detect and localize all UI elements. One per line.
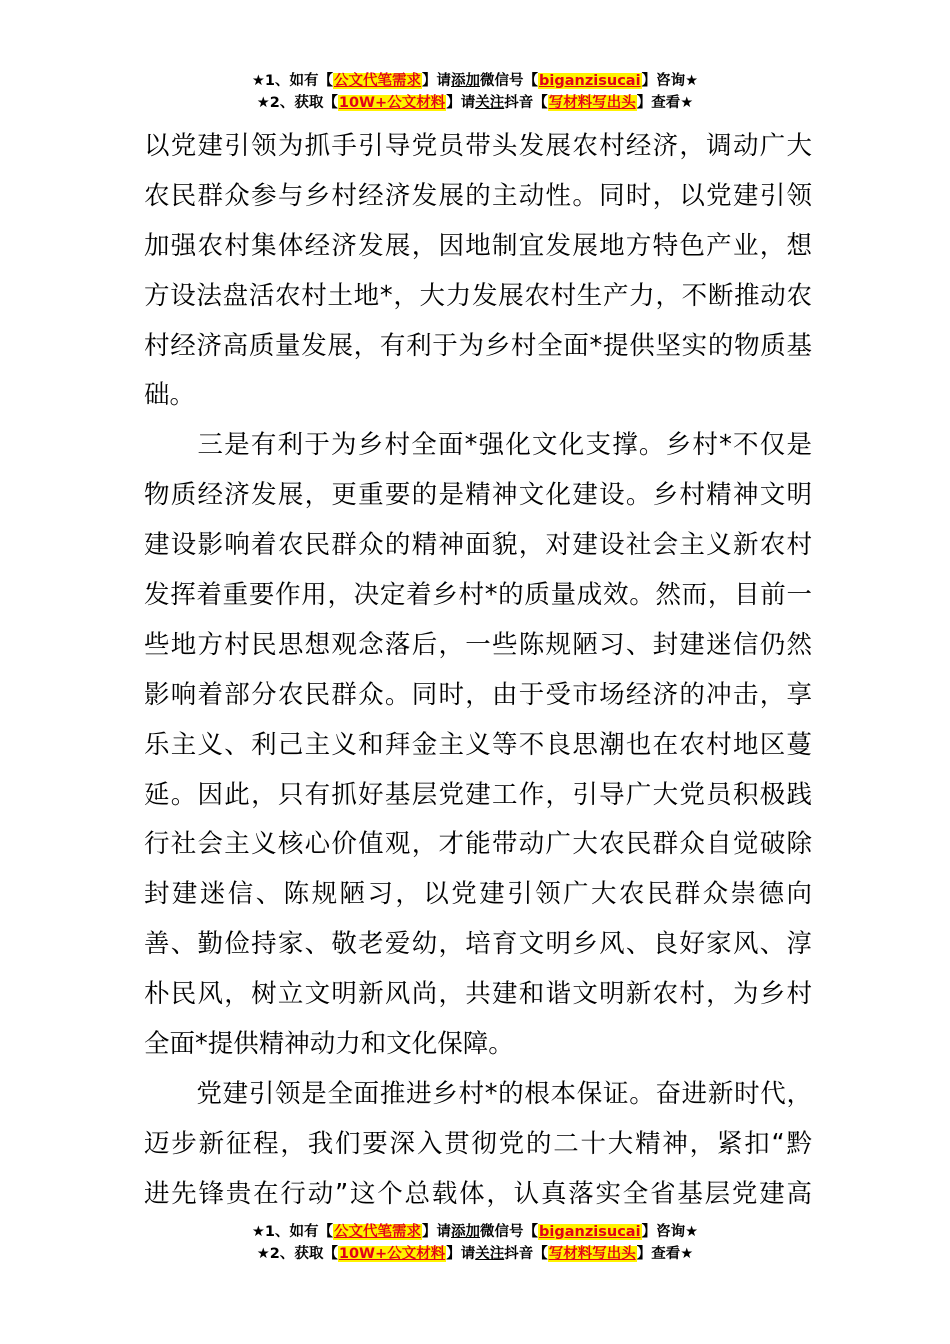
- promo-text: 】查看★: [636, 95, 694, 111]
- promo-wechat-id: biganzisucai: [539, 73, 641, 89]
- body-line: 朴民风，树立文明新风尚，共建和谐文明新农村，为乡村: [144, 979, 812, 1010]
- body-line: 村经济高质量发展，有利于为乡村全面*提供坚实的物质基: [144, 330, 812, 361]
- body-line: 加强农村集体经济发展，因地制宜发展地方特色产业，想: [144, 230, 812, 261]
- promo-highlight: 公文代笔需求: [334, 73, 422, 89]
- promo-text: 】请: [446, 95, 476, 111]
- promo-text: ★2、获取【: [256, 1246, 338, 1262]
- body-line: 础。: [144, 380, 196, 411]
- body-line: 方设法盘活农村土地*，大力发展农村生产力，不断推动农: [144, 280, 812, 311]
- promo-highlight: 10W+公文材料: [338, 1246, 446, 1262]
- body-line: 发挥着重要作用，决定着乡村*的质量成效。然而，目前一: [144, 580, 812, 611]
- promo-underlined: 关注: [475, 95, 505, 111]
- promo-text: 】请: [446, 1246, 476, 1262]
- promo-text: 抖音【: [504, 1246, 548, 1262]
- top-promo-banner: [0, 70, 950, 114]
- body-line: 党建引领是全面推进乡村*的根本保证。奋进新时代，: [144, 1078, 812, 1109]
- body-line: 乐主义、利己主义和拜金主义等不良思潮也在农村地区蔓: [144, 729, 812, 760]
- promo-text: 抖音【: [504, 95, 548, 111]
- promo-text: 】咨询★: [641, 1224, 699, 1240]
- promo-wechat-id: biganzisucai: [539, 1224, 641, 1240]
- body-line: 延。因此，只有抓好基层党建工作，引导广大党员积极践: [144, 779, 812, 810]
- promo-text: 微信号【: [480, 1224, 539, 1240]
- body-line: 建设影响着农民群众的精神面貌，对建设社会主义新农村: [144, 530, 812, 561]
- promo-highlight: 公文代笔需求: [334, 1224, 422, 1240]
- promo-line-1: [0, 1221, 950, 1243]
- promo-underlined: 添加: [451, 73, 481, 89]
- body-line: 以党建引领为抓手引导党员带头发展农村经济，调动广大: [144, 131, 812, 161]
- body-line: 全面*提供精神动力和文化保障。: [144, 1029, 514, 1060]
- body-line: 影响着部分农民群众。同时，由于受市场经济的冲击，享: [144, 679, 812, 710]
- promo-text: 】请: [422, 73, 452, 89]
- body-line: 封建迷信、陈规陋习，以党建引领广大农民群众崇德向: [144, 879, 812, 910]
- body-line: 三是有利于为乡村全面*强化文化支撑。乡村*不仅是: [144, 430, 812, 461]
- promo-text: 】咨询★: [641, 73, 699, 89]
- promo-text: 】请: [422, 1224, 452, 1240]
- body-line: 物质经济发展，更重要的是精神文化建设。乡村精神文明: [144, 480, 812, 511]
- promo-underlined: 关注: [475, 1246, 505, 1262]
- promo-douyin-name: 写材料写出头: [548, 95, 636, 111]
- promo-line-2: [0, 1243, 950, 1265]
- body-line: 进先锋贵在行动”这个总载体，认真落实全省基层党建高: [144, 1178, 812, 1209]
- promo-highlight: 10W+公文材料: [338, 95, 446, 111]
- promo-text: 】查看★: [636, 1246, 694, 1262]
- promo-text: 微信号【: [480, 73, 539, 89]
- promo-underlined: 添加: [451, 1224, 481, 1240]
- document-body: [144, 122, 812, 1220]
- promo-text: ★1、如有【: [251, 1224, 334, 1240]
- body-line: 农民群众参与乡村经济发展的主动性。同时，以党建引领: [144, 180, 812, 211]
- promo-line-2: [0, 92, 950, 114]
- promo-text: ★2、获取【: [256, 95, 338, 111]
- body-line: 善、勤俭持家、敬老爱幼，培育文明乡风、良好家风、淳: [144, 929, 812, 960]
- promo-text: ★1、如有【: [251, 73, 334, 89]
- body-line: 些地方村民思想观念落后，一些陈规陋习、封建迷信仍然: [144, 629, 812, 660]
- bottom-promo-banner: [0, 1221, 950, 1265]
- promo-line-1: [0, 70, 950, 92]
- promo-douyin-name: 写材料写出头: [548, 1246, 636, 1262]
- body-line: 行社会主义核心价值观，才能带动广大农民群众自觉破除: [144, 829, 812, 860]
- body-line: 迈步新征程，我们要深入贯彻党的二十大精神，紧扣“黔: [144, 1128, 812, 1159]
